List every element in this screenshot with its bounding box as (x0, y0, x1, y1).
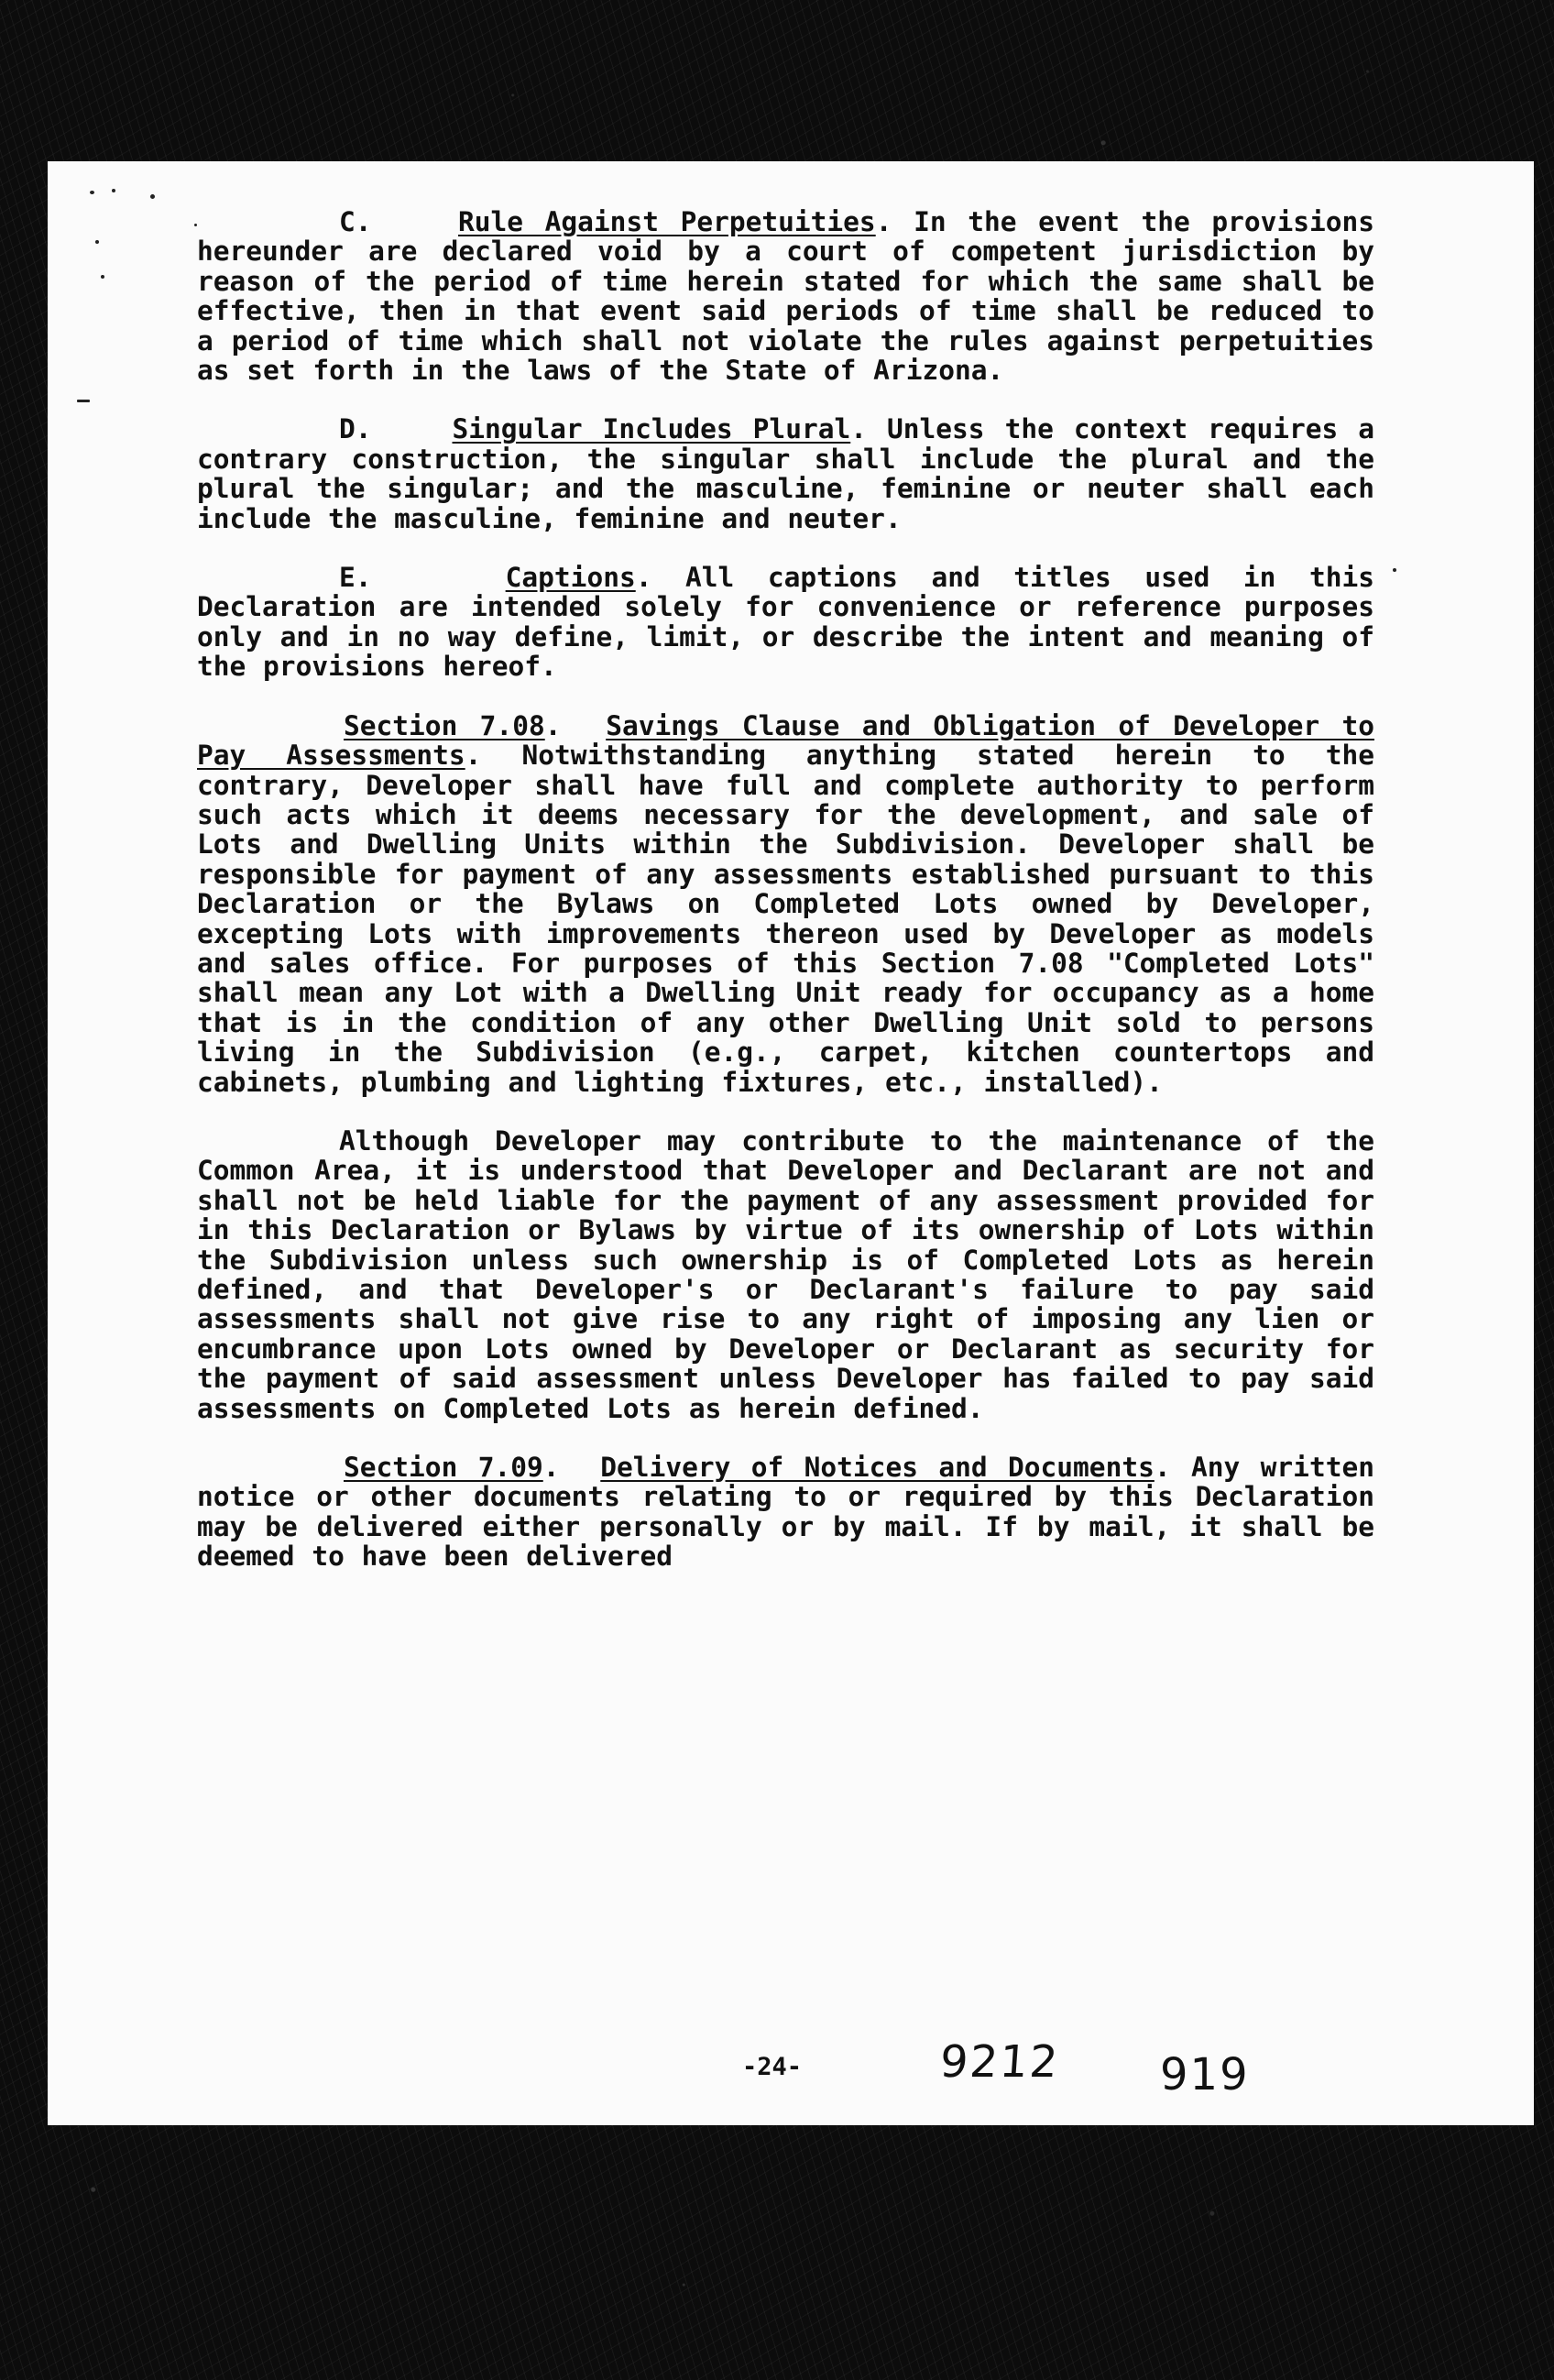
section-7-08: Section 7.08. Savings Clause and Obligation of Developer to Pay Assessments. Notwithstanding anything stated herein to the contrary, Developer shall have full and complete authority to perform such acts which it deems necessary for the development, and sale of Lots and Dwelling Units within the Subdivision. Developer shall be responsible for payment of any assessments established pursuant to this Declaration or the Bylaws on Completed Lots owned by Developer, excepting Lots with improvements thereon used by Developer as models and sales office. For purposes of this Section 7.08 "Completed Lots" shall mean any Lot with a Dwelling Unit ready for occupancy as a home that is in the condition of any other Dwelling Unit sold to persons living in the Subdivision (e.g., carpet, kitchen countertops and cabinets, plumbing and lighting fixtures, etc., installed). (197, 709, 1374, 1098)
paragraph-d-prefix: D. (339, 413, 372, 445)
scan-speck (150, 194, 155, 199)
captions-heading: Captions (505, 562, 636, 594)
section-7-09-body: . Any written notice or other documents relating to or required by this Declaration may be delivered either personally or by mail. If by mail, it shall be deemed to have been delivered (197, 1452, 1374, 1573)
section-7-09: Section 7.09. Delivery of Notices and Documents. Any written notice or other documents relating to or required by this Declaration may be delivered either personally or by mail. If by mail, it shall be deemed to have been delivered (197, 1452, 1374, 1573)
scan-speck (101, 275, 104, 279)
page-number: -24- (742, 2053, 803, 2081)
paragraph-e-body: . All captions and titles used in this Declaration are intended solely for convenience or reference purposes only and in no way define, limit, or describe the intent and meaning of the provisions hereof. (197, 562, 1374, 683)
singular-includes-plural-heading: Singular Includes Plural (452, 413, 851, 445)
document-body (197, 207, 1374, 1601)
paragraph-although (197, 1126, 1374, 1423)
scan-speck (112, 189, 115, 192)
paragraph-d (197, 414, 1374, 533)
paragraph-e-prefix: E. (339, 562, 372, 594)
paragraph-c-prefix: C. (339, 206, 372, 237)
scan-speck (95, 240, 99, 244)
paragraph-although-body: Although Developer may contribute to the maintenance of the Common Area, it is understood that Developer and Declarant are not and shall not be held liable for the payment of any assessment provided for in this Declaration or Bylaws by virtue of its ownership of Lots within the Subdivision unless such ownership is of Completed Lots as herein defined, and that Developer's or Declarant's failure to pay said assessments shall not give rise to any right of imposing any lien or encumbrance upon Lots owned by Developer or Declarant as security for the payment of said assessment unless Developer has failed to pay said assessments on Completed Lots as herein defined. (197, 1124, 1374, 1424)
scan-speck (1393, 568, 1396, 572)
section-7-09-label: Section 7.09 (344, 1452, 543, 1484)
savings-clause-heading: Savings Clause and Obligation of Developer to Pay Assessments (197, 709, 1374, 772)
scan-speck (77, 400, 90, 402)
recording-stamp-book: 9212 (938, 2036, 1062, 2088)
recording-stamp-page: 919 (1160, 2049, 1250, 2100)
paragraph-c (197, 207, 1374, 385)
section-7-08-body: . Notwithstanding anything stated herein to the contrary, Developer shall have full and complete authority to perform such acts which it deems necessary for the development, and sale of Lots and Dwelling Units within the Subdivision. Developer shall be responsible for payment of any assessments established pursuant to this Declaration or the Bylaws on Completed Lots owned by Developer, excepting Lots with improvements thereon used by Developer as models and sales office. For purposes of this Section 7.08 "Completed Lots" shall mean any Lot with a Dwelling Unit ready for occupancy as a home that is in the condition of any other Dwelling Unit sold to persons living in the Subdivision (e.g., carpet, kitchen countertops and cabinets, plumbing and lighting fixtures, etc., installed). (197, 740, 1374, 1098)
rule-against-perpetuities-heading: Rule Against Perpetuities (457, 206, 876, 237)
scan-speck (90, 191, 94, 194)
delivery-of-notices-heading: Delivery of Notices and Documents (600, 1452, 1155, 1484)
paragraph-c-body: . In the event the provisions hereunder are declared void by a court of competent jurisdiction by reason of the period of time herein stated for which the same shall be effective, then in that event said periods of time shall be reduced to a period of time which shall not violate the rules against perpetuities as set forth in the laws of the State of Arizona. (197, 206, 1375, 387)
section-7-08-label: Section 7.08 (344, 709, 545, 741)
paragraph-e (197, 563, 1374, 682)
paragraph-d-body: . Unless the context requires a contrary construction, the singular shall include the plural and the plural the singular; and the masculine, feminine or neuter shall each include the masculine, feminine and neuter. (197, 413, 1374, 534)
